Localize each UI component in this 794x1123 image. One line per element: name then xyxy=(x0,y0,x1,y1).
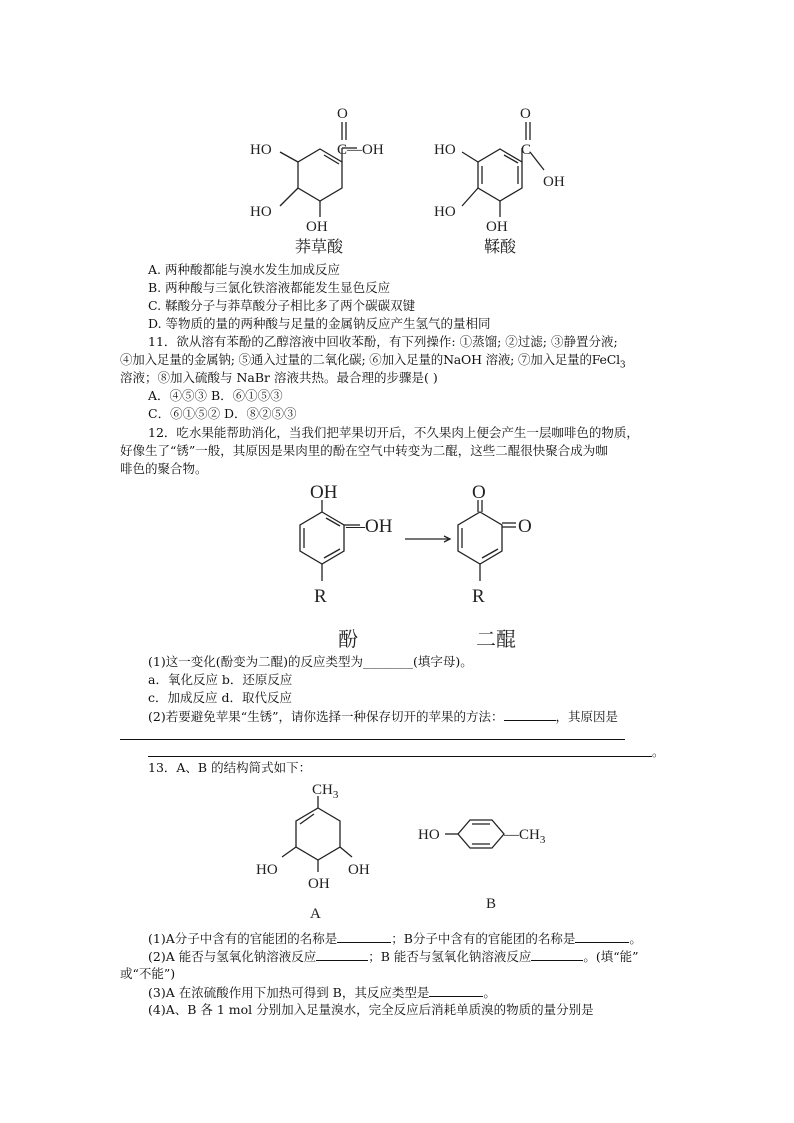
q12-sub2-prefix: (2)若要避免苹果“生锈”，请你选择一种保存切开的苹果的方法： xyxy=(148,709,504,724)
molB-CH3-subscript: 3 xyxy=(539,834,546,846)
shikimic-acid-name: 莽草酸 xyxy=(295,237,344,256)
q12-sub2-suffix: ，其原因是 xyxy=(555,709,619,724)
q13-sub2-b: ；B 能否与氢氧化钠溶液反应 xyxy=(368,949,532,964)
molA-HO: HO xyxy=(256,862,278,878)
gallic-C: C xyxy=(521,142,532,158)
q13-sub3-a: (3)A 在浓硫酸作用下加热可得到 B，其反应类型是 xyxy=(148,985,430,1000)
gallic-OH-acid: OH xyxy=(543,174,565,190)
q13-B-naoh-blank[interactable] xyxy=(531,948,583,961)
molB-CH3 xyxy=(503,827,546,846)
q13-reaction-type-blank[interactable] xyxy=(429,984,483,997)
quinone-O-side: O xyxy=(518,516,532,537)
quinone-R: R xyxy=(472,586,485,607)
molA-CH3 xyxy=(312,782,339,801)
q10-option-c: C. 鞣酸分子与莽草酸分子相比多了两个碳碳双键 xyxy=(148,298,416,313)
q12-sub1: (1)这一变化(酚变为二醌)的反应类型为________(填字母)。 xyxy=(148,654,473,669)
phenol-OH-side: —OH xyxy=(346,516,393,537)
q11-line2-subscript: 3 xyxy=(619,360,626,371)
q13-sub3 xyxy=(148,984,496,1001)
q13-sub2 xyxy=(148,948,639,965)
molA-ring xyxy=(296,808,340,860)
q12-answer-line1[interactable] xyxy=(120,739,625,740)
phenol-name: 酚 xyxy=(338,627,358,651)
shikimic-HO-bottom: HO xyxy=(250,204,272,220)
molA-CH3-subscript: 3 xyxy=(332,789,339,801)
gallic-acid-name: 鞣酸 xyxy=(484,237,517,256)
q11-options-row2: C．⑥①⑤② D．⑧②⑤③ xyxy=(148,406,297,421)
q12-sub2 xyxy=(148,708,618,725)
gallic-ring xyxy=(478,149,522,201)
q13-stem: 13．A、B 的结构简式如下： xyxy=(148,760,312,775)
q13-sub1-b: ；B分子中含有的官能团的名称是 xyxy=(391,931,576,946)
q10-option-b: B. 两种酸与三氯化铁溶液都能发生显色反应 xyxy=(148,280,391,295)
shikimic-O: O xyxy=(337,106,348,122)
q13-A-group-blank[interactable] xyxy=(337,930,391,943)
q11-stem-line3: 溶液；⑧加入硫酸与 NaBr 溶液共热。最合理的步骤是( ) xyxy=(120,370,438,385)
q11-options-row1: A．④⑤③ B．⑥①⑤③ xyxy=(148,388,283,403)
q10-option-d: D. 等物质的量的两种酸与足量的金属钠反应产生氢气的量相同 xyxy=(148,316,491,331)
molB-CH3-text: —CH xyxy=(504,827,540,843)
quinone-O-top: O xyxy=(472,482,486,503)
q13-sub2-a: (2)A 能否与氢氧化钠溶液反应 xyxy=(148,949,317,964)
q13-sub1-end: 。 xyxy=(629,931,642,946)
q11-stem-line1: 11．欲从溶有苯酚的乙醇溶液中回收苯酚，有下列操作: ①蒸馏; ②过滤; ③静置分液; xyxy=(148,334,618,349)
q13-sub2-c: 。(填“能” xyxy=(583,949,639,964)
q10-option-a: A. 两种酸都能与溴水发生加成反应 xyxy=(148,262,340,277)
molA-OH-right: OH xyxy=(348,862,370,878)
molA-CH3-text: CH xyxy=(312,782,333,798)
quinone-ring xyxy=(458,512,502,564)
q12-options-ab: a．氧化反应 b．还原反应 xyxy=(148,672,293,687)
q12-end-mark: 。 xyxy=(652,744,665,759)
q13-sub2-line2: 或“不能”) xyxy=(120,966,176,981)
acids-structure-figure xyxy=(240,100,600,260)
molB-label: B xyxy=(486,896,497,912)
phenol-quinone-figure xyxy=(280,478,570,653)
gallic-O: O xyxy=(520,106,531,122)
q13-sub3-end: 。 xyxy=(483,985,496,1000)
molA-label: A xyxy=(310,906,321,922)
gallic-OH-bottom: OH xyxy=(486,219,508,235)
phenol-OH-top: OH xyxy=(310,482,338,503)
q12-options-cd: c．加成反应 d．取代反应 xyxy=(148,690,292,705)
q13-sub1-a: (1)A分子中含有的官能团的名称是 xyxy=(148,931,338,946)
molA-OH-bottom: OH xyxy=(308,876,330,892)
gallic-HO-bottom: HO xyxy=(434,204,456,220)
gallic-HO-top: HO xyxy=(434,142,456,158)
q13-B-group-blank[interactable] xyxy=(575,930,629,943)
q13-A-naoh-blank[interactable] xyxy=(316,948,368,961)
shikimic-HO-top: HO xyxy=(250,142,272,158)
q13-sub1 xyxy=(148,930,642,947)
quinone-name: 二醌 xyxy=(476,627,516,651)
shikimic-ring xyxy=(298,149,342,201)
shikimic-acid-group: C—OH xyxy=(337,142,384,158)
q12-method-blank[interactable] xyxy=(504,708,556,721)
q13-structures-figure xyxy=(240,774,580,924)
phenol-R: R xyxy=(314,586,327,607)
q12-stem-line3: 啡色的聚合物。 xyxy=(120,461,208,476)
q13-sub4: (4)A、B 各 1 mol 分别加入足量溴水，完全反应后消耗单质溴的物质的量分别是 xyxy=(148,1002,594,1017)
q12-answer-line2[interactable] xyxy=(148,756,652,757)
q11-line2-text: ④加入足量的金属钠; ⑤通入过量的二氧化碳; ⑥加入足量的NaOH 溶液; ⑦加入足量的FeCl xyxy=(120,352,620,367)
phenol-ring xyxy=(300,512,344,564)
q12-stem-line2: 好像生了“锈”一般，其原因是果肉里的酚在空气中转变为二醌，这些二醌很快聚合成为咖 xyxy=(120,443,608,458)
molB-HO: HO xyxy=(418,827,440,843)
q12-stem-line1: 12．吃水果能帮助消化，当我们把苹果切开后，不久果肉上便会产生一层咖啡色的物质， xyxy=(148,425,639,440)
shikimic-OH-bottom: OH xyxy=(306,219,328,235)
